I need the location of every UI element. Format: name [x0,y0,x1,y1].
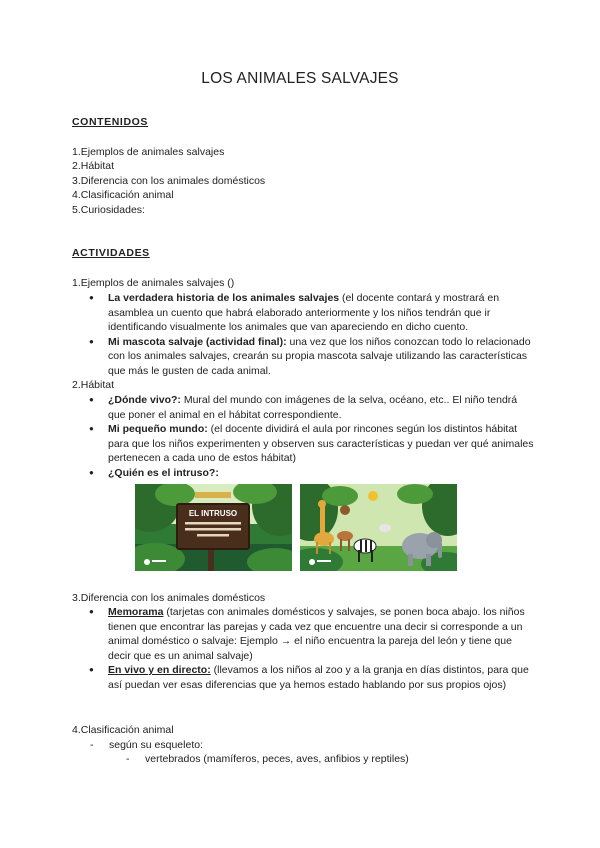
bullet-bold: Memorama [108,606,164,618]
section-title-3: 3.Diferencia con los animales domésticos [72,592,266,604]
list-item [89,422,534,466]
jungle-animals-illustration [300,484,457,571]
dash-bullet-icon: - [90,739,94,751]
bullet-bold: En vivo y en directo: [108,664,211,677]
bullet-bold: La verdadera historia de los animales salvajes [108,292,340,304]
dash-item [90,738,530,753]
actividades-heading: ACTIVIDADES [72,247,150,259]
bullet-bold: ¿Dónde vivo?: [108,394,181,406]
contenidos-item: 5.Curiosidades: [72,204,145,216]
section-3-bullets [89,605,534,693]
intruso-sign-image [135,484,292,571]
section-1-bullets [89,291,534,379]
dash-text: según su esqueleto: [109,739,203,751]
bullet-bold: Mi mascota salvaje (actividad final): [108,335,287,348]
dash-item [126,752,546,767]
bullet-bold: Mi pequeño mundo: [108,423,208,436]
contenidos-item: 2.Hábitat [72,160,115,172]
dash-bullet-icon: - [126,753,130,765]
list-item [89,291,534,335]
section-title-2: 2.Hábitat [72,379,115,391]
list-item [89,466,534,481]
section-title-4: 4.Clasificación animal [72,724,174,736]
bullet-text: (tarjetas con animales domésticos y salvajes, se ponen boca abajo. los niños tienen que encontrar las parejas y cada vez que encuentre una decir si corresponde a un animal doméstico o salvaje: Ejemplo → el niño encuentra la pareja del león y tiene que decir que es un animal salvaje) [108,606,525,662]
document-title: LOS ANIMALES SALVAJES [201,70,399,87]
bullet-bold: ¿Quién es el intruso?: [108,466,219,479]
jungle-animals-image [300,484,457,571]
bullet-text: Mural del mundo con imágenes de la selva, océano, etc.. El niño tendrá que poner el animal en el hábitat correspondiente. [108,394,518,421]
contenidos-item: 3.Diferencia con los animales domésticos [72,175,266,187]
bullet-text: (el docente contará y mostrará en asamblea un cuento que habrá elaborado anteriormente y los niños tendrán que ir identificando visualmente los animales que van apareciendo en dicho cuento. [108,292,500,334]
bullet-text: (el docente dividirá el aula por rincones según los distintos hábitat para que los niños experimenten y observen sus características y puedan ver qué animales pertenecen a cada uno de estos hábitat) [108,423,534,465]
list-item [89,393,534,422]
contenidos-item: 4.Clasificación animal [72,189,174,201]
list-item [89,663,534,692]
jungle-sign-illustration [135,484,292,571]
list-item [89,335,534,379]
bullet-text: una vez que los niños conozcan todo lo relacionado con los animales salvajes, crearán su propia mascota salvaje utilizando las características que más le gusten de cada animal. [108,335,531,377]
sign-title: EL INTRUSO [188,509,238,518]
contenidos-heading: CONTENIDOS [72,116,149,128]
section-2-bullets [89,393,534,481]
contenidos-item: 1.Ejemplos de animales salvajes [72,146,225,158]
dash-text: vertebrados (mamíferos, peces, aves, anfibios y reptiles) [145,753,409,765]
section-title-1: 1.Ejemplos de animales salvajes () [72,277,235,289]
bullet-text: (llevamos a los niños al zoo y a la granja en días distintos, para que así puedan ver esas diferencias que ya hemos estado hablando por sus propios ojos) [108,664,529,691]
list-item [89,605,534,663]
